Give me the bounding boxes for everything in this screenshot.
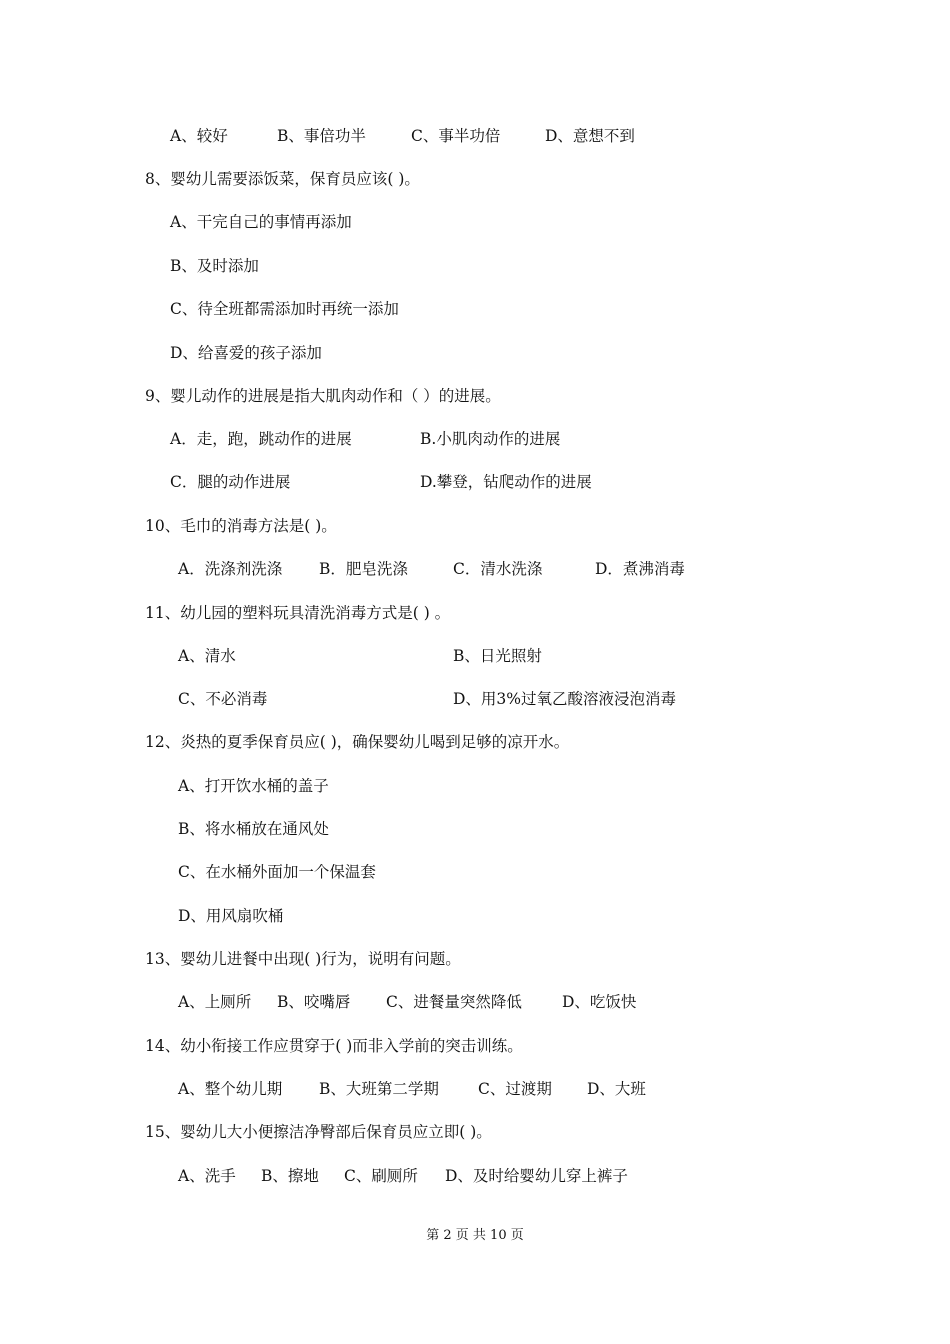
q15-option-a: A、洗手 [178,1167,236,1185]
q7-option-a: A、较好 [170,127,228,145]
q10-option-b: B．肥皂洗涤 [319,560,408,578]
q11-option-a: A、清水 [178,647,236,665]
q14-stem: 14、幼小衔接工作应贯穿于( )而非入学前的突击训练。 [145,1037,523,1055]
q12-option-b: B、将水桶放在通风处 [178,820,329,838]
q12-option-c: C、在水桶外面加一个保温套 [178,863,376,881]
q9-option-a: A．走，跑，跳动作的进展 [170,430,352,448]
q9-option-c: C．腿的动作进展 [170,473,291,491]
q10-option-c: C．清水洗涤 [453,560,543,578]
q8-stem: 8、婴幼儿需要添饭菜，保育员应该( )。 [145,170,420,188]
q10-option-a: A．洗涤剂洗涤 [178,560,283,578]
q13-option-b: B、咬嘴唇 [277,993,351,1011]
q12-stem: 12、炎热的夏季保育员应( )，确保婴幼儿喝到足够的凉开水。 [145,733,570,751]
q8-option-c: C、待全班都需添加时再统一添加 [170,300,399,318]
q11-option-b: B、日光照射 [453,647,542,665]
q7-option-b: B、事倍功半 [277,127,366,145]
page-number-footer: 第 2 页 共 10 页 [426,1228,524,1243]
q9-option-d: D.攀登，钻爬动作的进展 [420,473,592,491]
q7-option-d: D、意想不到 [545,127,635,145]
q13-stem: 13、婴幼儿进餐中出现( )行为，说明有问题。 [145,950,461,968]
q7-option-c: C、事半功倍 [411,127,501,145]
q8-option-d: D、给喜爱的孩子添加 [170,344,322,362]
q12-option-a: A、打开饮水桶的盖子 [178,777,329,795]
q13-option-c: C、进餐量突然降低 [386,993,522,1011]
q10-stem: 10、毛巾的消毒方法是( )。 [145,517,337,535]
q8-option-a: A、干完自己的事情再添加 [170,213,352,231]
q8-option-b: B、及时添加 [170,257,259,275]
q15-option-b: B、擦地 [261,1167,319,1185]
q11-option-c: C、不必消毒 [178,690,268,708]
q15-stem: 15、婴幼儿大小便擦洁净臀部后保育员应立即( )。 [145,1123,492,1141]
q12-option-d: D、用风扇吹桶 [178,907,284,925]
q11-stem: 11、幼儿园的塑料玩具清洗消毒方式是( ) 。 [145,604,451,622]
q9-stem: 9、婴儿动作的进展是指大肌肉动作和（ ）的进展。 [145,387,501,405]
q14-option-a: A、整个幼儿期 [178,1080,283,1098]
q15-option-c: C、刷厕所 [344,1167,418,1185]
q15-option-d: D、及时给婴幼儿穿上裤子 [445,1167,628,1185]
q11-option-d: D、用3%过氧乙酸溶液浸泡消毒 [453,690,677,708]
q14-option-d: D、大班 [587,1080,646,1098]
q13-option-d: D、吃饭快 [562,993,637,1011]
q9-option-b: B.小肌肉动作的进展 [420,430,561,448]
q14-option-c: C、过渡期 [478,1080,552,1098]
q13-option-a: A、上厕所 [178,993,252,1011]
q10-option-d: D．煮沸消毒 [595,560,685,578]
q14-option-b: B、大班第二学期 [319,1080,439,1098]
